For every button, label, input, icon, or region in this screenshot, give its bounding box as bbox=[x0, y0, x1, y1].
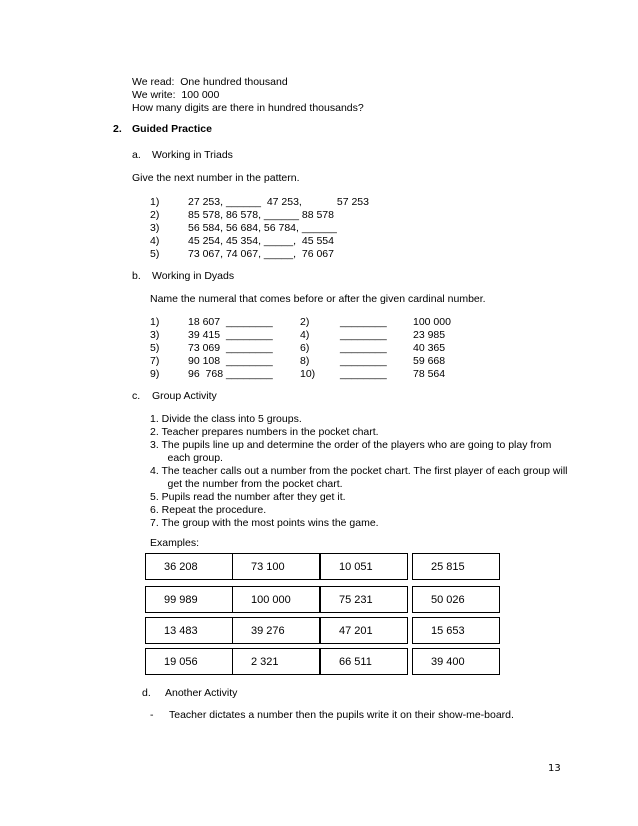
triads-row-text: 73 067, 74 067, _____, 76 067 bbox=[188, 248, 334, 260]
dyads-num: 3) bbox=[150, 329, 160, 341]
example-box: 99 989 bbox=[145, 586, 233, 613]
example-box: 39 276 bbox=[232, 617, 320, 644]
example-box: 10 051 bbox=[320, 553, 408, 580]
group-step: 2. Teacher prepares numbers in the pocket chart. bbox=[150, 426, 379, 438]
triads-row-num: 1) bbox=[150, 196, 160, 208]
dyads-blank: ________ bbox=[340, 329, 387, 341]
dyads-label: b. bbox=[132, 270, 141, 282]
group-step: 5. Pupils read the number after they get it. bbox=[150, 491, 346, 503]
dyads-blank: ________ bbox=[340, 368, 387, 380]
triads-instruction: Give the next number in the pattern. bbox=[132, 172, 300, 184]
dyads-value: 90 108 ________ bbox=[188, 355, 273, 367]
group-label: c. bbox=[132, 390, 141, 402]
triads-row-num: 4) bbox=[150, 235, 160, 247]
another-text: Teacher dictates a number then the pupils write it on their show-me-board. bbox=[169, 709, 514, 721]
group-step: each group. bbox=[150, 452, 223, 464]
dyads-blank: ________ bbox=[340, 342, 387, 354]
dyads-num: 5) bbox=[150, 342, 160, 354]
dyads-value: 100 000 bbox=[413, 316, 451, 328]
example-box: 19 056 bbox=[145, 648, 233, 675]
dyads-value: 40 365 bbox=[413, 342, 446, 354]
intro-read: We read: One hundred thousand bbox=[132, 76, 288, 88]
example-box: 100 000 bbox=[232, 586, 320, 613]
section-number: 2. bbox=[113, 123, 122, 135]
group-step: 4. The teacher calls out a number from the pocket chart. The first player of each group will bbox=[150, 465, 568, 477]
example-box: 47 201 bbox=[320, 617, 408, 644]
another-title: Another Activity bbox=[165, 687, 238, 699]
example-box: 25 815 bbox=[412, 553, 500, 580]
triads-row-text: 45 254, 45 354, _____, 45 554 bbox=[188, 235, 334, 247]
dyads-blank: ________ bbox=[340, 355, 387, 367]
example-box: 15 653 bbox=[412, 617, 500, 644]
triads-label: a. bbox=[132, 149, 141, 161]
dyads-num: 1) bbox=[150, 316, 160, 328]
triads-row-num: 2) bbox=[150, 209, 160, 221]
dyads-num: 6) bbox=[300, 342, 310, 354]
page-number: 13 bbox=[548, 763, 561, 774]
triads-row-text: 56 584, 56 684, 56 784, ______ bbox=[188, 222, 337, 234]
group-title: Group Activity bbox=[152, 390, 217, 402]
dyads-num: 2) bbox=[300, 316, 310, 328]
another-label: d. bbox=[142, 687, 151, 699]
triads-title: Working in Triads bbox=[152, 149, 233, 161]
example-box: 13 483 bbox=[145, 617, 233, 644]
group-step: 6. Repeat the procedure. bbox=[150, 504, 267, 516]
triads-row-text: 27 253, ______ 47 253, 57 253 bbox=[188, 196, 369, 208]
triads-row-num: 3) bbox=[150, 222, 160, 234]
example-box: 39 400 bbox=[412, 648, 500, 675]
intro-question: How many digits are there in hundred thousands? bbox=[132, 102, 364, 114]
example-box: 2 321 bbox=[232, 648, 320, 675]
example-box: 50 026 bbox=[412, 586, 500, 613]
triads-row-num: 5) bbox=[150, 248, 160, 260]
dyads-value: 73 069 ________ bbox=[188, 342, 273, 354]
dyads-value: 18 607 ________ bbox=[188, 316, 273, 328]
section-title: Guided Practice bbox=[132, 123, 212, 135]
another-dash: - bbox=[150, 709, 154, 721]
dyads-num: 4) bbox=[300, 329, 310, 341]
dyads-value: 59 668 bbox=[413, 355, 446, 367]
group-step: 1. Divide the class into 5 groups. bbox=[150, 413, 302, 425]
dyads-num: 9) bbox=[150, 368, 160, 380]
examples-label: Examples: bbox=[150, 537, 200, 549]
dyads-value: 96 768 ________ bbox=[188, 368, 273, 380]
dyads-num: 8) bbox=[300, 355, 310, 367]
dyads-value: 39 415 ________ bbox=[188, 329, 273, 341]
intro-write: We write: 100 000 bbox=[132, 89, 220, 101]
group-step: get the number from the pocket chart. bbox=[150, 478, 343, 490]
example-box: 36 208 bbox=[145, 553, 233, 580]
dyads-num: 7) bbox=[150, 355, 160, 367]
example-box: 75 231 bbox=[320, 586, 408, 613]
dyads-instruction: Name the numeral that comes before or after the given cardinal number. bbox=[150, 293, 486, 305]
example-box: 66 511 bbox=[320, 648, 408, 675]
dyads-num: 10) bbox=[300, 368, 316, 380]
dyads-blank: ________ bbox=[340, 316, 387, 328]
dyads-value: 78 564 bbox=[413, 368, 446, 380]
triads-row-text: 85 578, 86 578, ______ 88 578 bbox=[188, 209, 334, 221]
dyads-title: Working in Dyads bbox=[152, 270, 235, 282]
example-box: 73 100 bbox=[232, 553, 320, 580]
group-step: 3. The pupils line up and determine the order of the players who are going to play from bbox=[150, 439, 552, 451]
dyads-value: 23 985 bbox=[413, 329, 446, 341]
group-step: 7. The group with the most points wins the game. bbox=[150, 517, 379, 529]
